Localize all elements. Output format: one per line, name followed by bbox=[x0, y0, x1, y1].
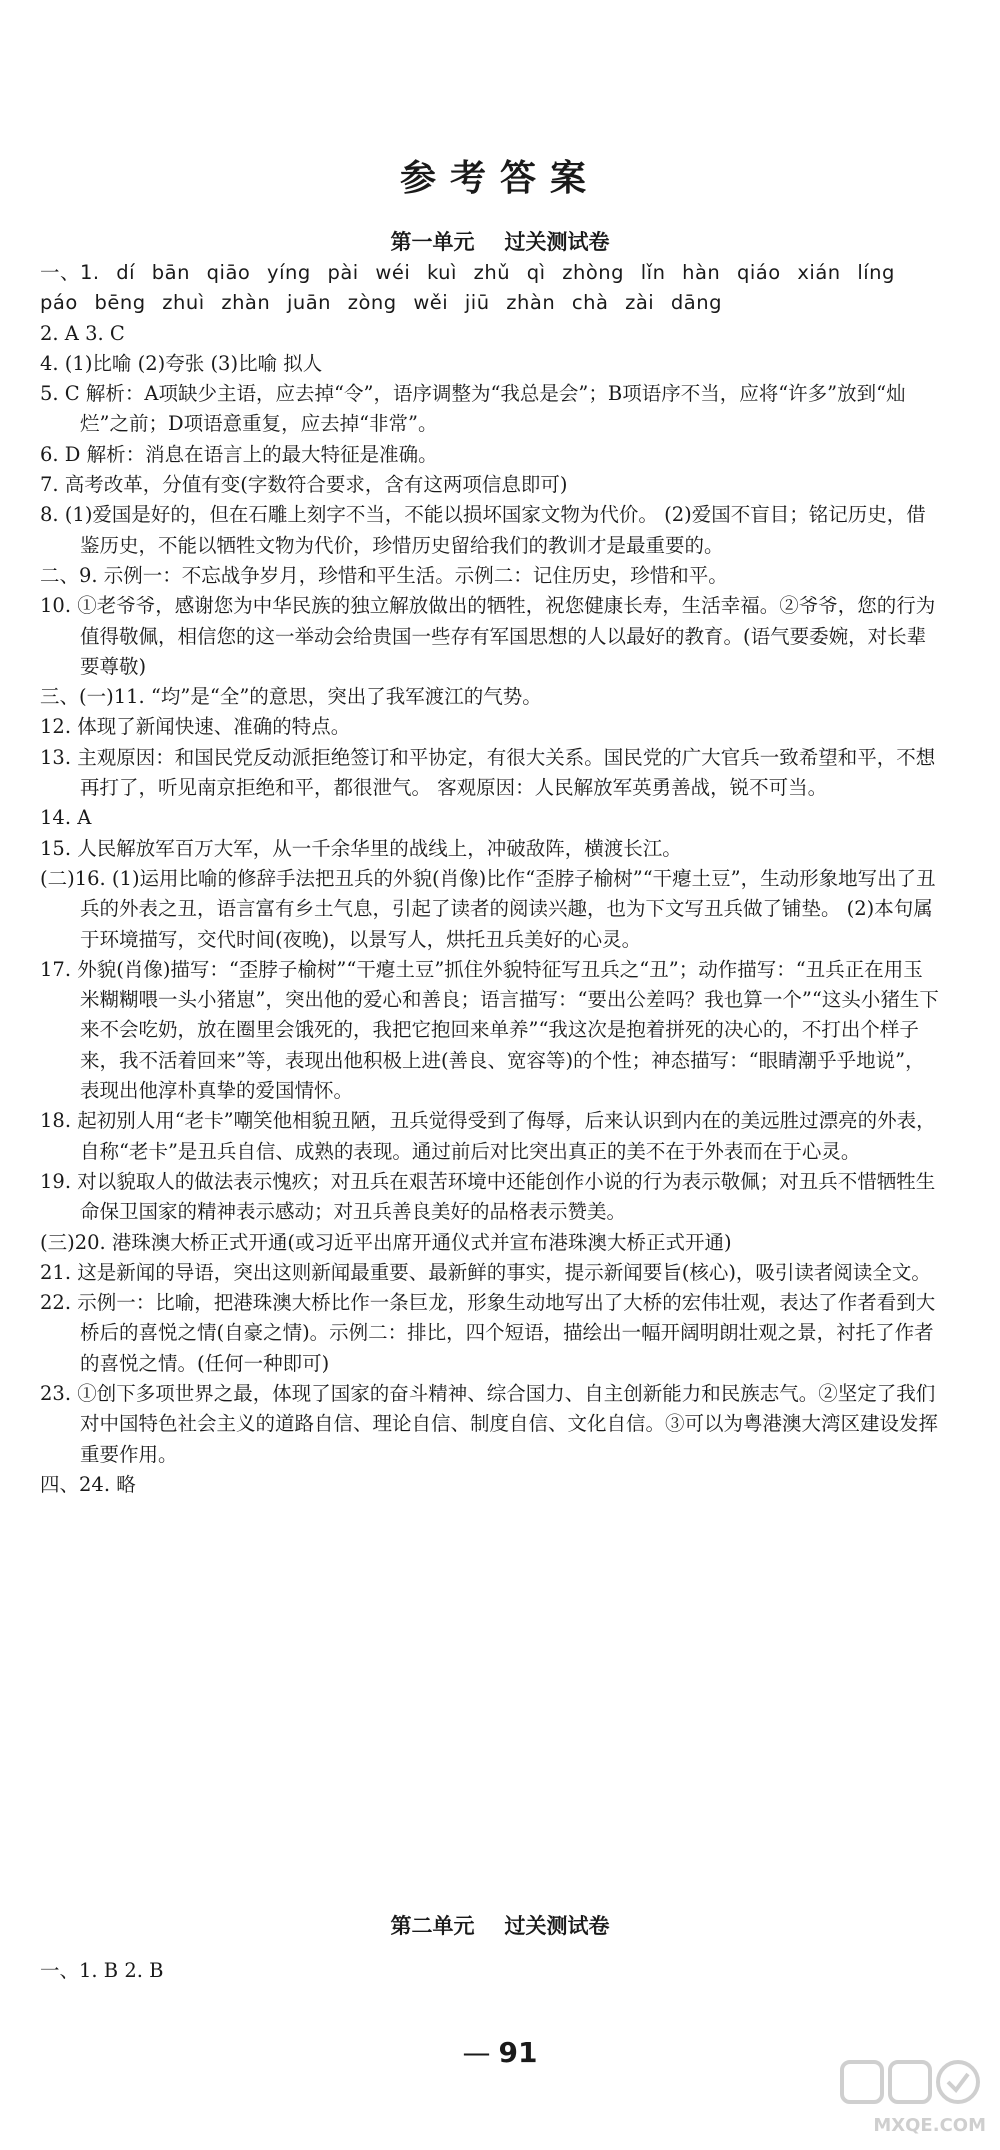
answer-item: 7. 高考改革，分值有变(字数符合要求，含有这两项信息即可) bbox=[40, 473, 568, 497]
section-heading-unit-2 bbox=[0, 1910, 1000, 1940]
watermark-text: MXQE.COM bbox=[873, 2115, 986, 2136]
answer-item: 4. (1)比喻 (2)夸张 (3)比喻 拟人 bbox=[40, 351, 323, 375]
answer-item: 三、(一)11. “均”是“全”的意思，突出了我军渡江的气势。 bbox=[40, 685, 542, 709]
page-number-dash: — bbox=[462, 2036, 491, 2069]
section-test-label: 过关测试卷 bbox=[504, 230, 610, 254]
answer-item: 一、1. B 2. B bbox=[40, 1959, 164, 1982]
section-test-label: 过关测试卷 bbox=[504, 1914, 610, 1938]
answers-unit-1 bbox=[40, 258, 940, 1500]
answer-item: 21. 这是新闻的导语，突出这则新闻最重要、最新鲜的事实，提示新闻要旨(核心)，吸引读者阅读全文。 bbox=[40, 1260, 931, 1284]
answer-item: 14. A bbox=[40, 806, 92, 830]
answers-unit-2 bbox=[40, 1956, 940, 1986]
answer-item: (三)20. 港珠澳大桥正式开通(或习近平出席开通仪式并宣布港珠澳大桥正式开通) bbox=[40, 1230, 732, 1254]
answer-item: 四、24. 略 bbox=[40, 1472, 136, 1496]
watermark-logo-icon bbox=[836, 2056, 986, 2116]
answer-item: 5. C 解析：A项缺少主语，应去掉“令”，语序调整为“我总是会”；B项语序不当，应将“许多”放到“灿烂”之前；D项语意重复，应去掉“非常”。 bbox=[40, 382, 906, 436]
answer-item: 2. A 3. C bbox=[40, 321, 125, 345]
answer-item: 13. 主观原因：和国民党反动派拒绝签订和平协定，有很大关系。国民党的广大官兵一致希望和平，不想再打了，听见南京拒绝和平，都很泄气。 客观原因：人民解放军英勇善战，锐不可当。 bbox=[40, 745, 936, 800]
page-title: 参考答案 bbox=[399, 158, 600, 199]
watermark-logo bbox=[836, 2056, 986, 2136]
section-heading-unit-1 bbox=[0, 226, 1000, 256]
answer-item: 一、1. dí bān qiāo yíng pài wéi kuì zhǔ qì zhòng lǐn hàn qiáo xián líng páo bēng zhuì zhàn juān zòng wěi jiū zhàn chà zài dāng bbox=[40, 261, 895, 315]
answer-item: 6. D 解析：消息在语言上的最大特征是准确。 bbox=[40, 442, 438, 466]
answer-item: 12. 体现了新闻快速、准确的特点。 bbox=[40, 715, 351, 739]
answer-item: 18. 起初别人用“老卡”嘲笑他相貌丑陋，丑兵觉得受到了侮辱，后来认识到内在的美远胜过漂亮的外表，自称“老卡”是丑兵自信、成熟的表现。通过前后对比突出真正的美不在于外表而在于心灵。 bbox=[40, 1109, 936, 1163]
answer-item: 23. ①创下多项世界之最，体现了国家的奋斗精神、综合国力、自主创新能力和民族志气。②坚定了我们对中国特色社会主义的道路自信、理论自信、制度自信、文化自信。③可以为粤港澳大湾区建设发挥重要作用。 bbox=[40, 1381, 938, 1466]
answer-item: 22. 示例一：比喻，把港珠澳大桥比作一条巨龙，形象生动地写出了大桥的宏伟壮观，表达了作者看到大桥后的喜悦之情(自豪之情)。示例二：排比，四个短语，描绘出一幅开阔明朗壮观之景，衬托了作者的喜悦之情。(任何一种即可) bbox=[40, 1291, 936, 1375]
answer-item: 19. 对以貌取人的做法表示愧疚；对丑兵在艰苦环境中还能创作小说的行为表示敬佩；对丑兵不惜牺牲生命保卫国家的精神表示感动；对丑兵善良美好的品格表示赞美。 bbox=[40, 1169, 936, 1224]
answer-item: 8. (1)爱国是好的，但在石雕上刻字不当，不能以损坏国家文物为代价。 (2)爱国不盲目；铭记历史，借鉴历史，不能以牺牲文物为代价，珍惜历史留给我们的教训才是最重要的。 bbox=[40, 503, 926, 557]
answer-item: 17. 外貌(肖像)描写：“歪脖子榆树”“干瘪土豆”抓住外貌特征写丑兵之“丑”；动作描写：“丑兵正在用玉米糊糊喂一头小猪崽”，突出他的爱心和善良；语言描写：“要出公差吗？我也算一个”“这头小猪生下来不会吃奶，放在圈里会饿死的，我把它抱回来单养”“我这次是抱着拼死的决心的，不打出个样子来，我不活着回来”等，表现出他积极上进(善良、宽容等)的个性；神态描写：“眼睛潮乎乎地说”，表现出他淳朴真挚的爱国情怀。 bbox=[40, 957, 939, 1103]
answer-item: 10. ①老爷爷，感谢您为中华民族的独立解放做出的牺牲，祝您健康长寿，生活幸福。②爷爷，您的行为值得敬佩，相信您的这一举动会给贵国一些存有军国思想的人以最好的教育。(语气要委婉，对长辈要尊敬) bbox=[40, 594, 936, 678]
answer-item: 二、9. 示例一：不忘战争岁月，珍惜和平生活。示例二：记住历史，珍惜和平。 bbox=[40, 563, 728, 587]
section-unit-label: 第二单元 bbox=[390, 1914, 475, 1938]
answer-item: 15. 人民解放军百万大军，从一千余华里的战线上，冲破敌阵，横渡长江。 bbox=[40, 836, 682, 860]
page-number-value: 91 bbox=[498, 2036, 538, 2069]
section-unit-label: 第一单元 bbox=[390, 230, 475, 254]
answer-item: (二)16. (1)运用比喻的修辞手法把丑兵的外貌(肖像)比作“歪脖子榆树”“干瘪土豆”，生动形象地写出了丑兵的外表之丑，语言富有乡土气息，引起了读者的阅读兴趣，也为下文写丑兵做了铺垫。 (2)本句属于环境描写，交代时间(夜晚)，以景写人，烘托丑兵美好的心灵。 bbox=[40, 866, 936, 951]
